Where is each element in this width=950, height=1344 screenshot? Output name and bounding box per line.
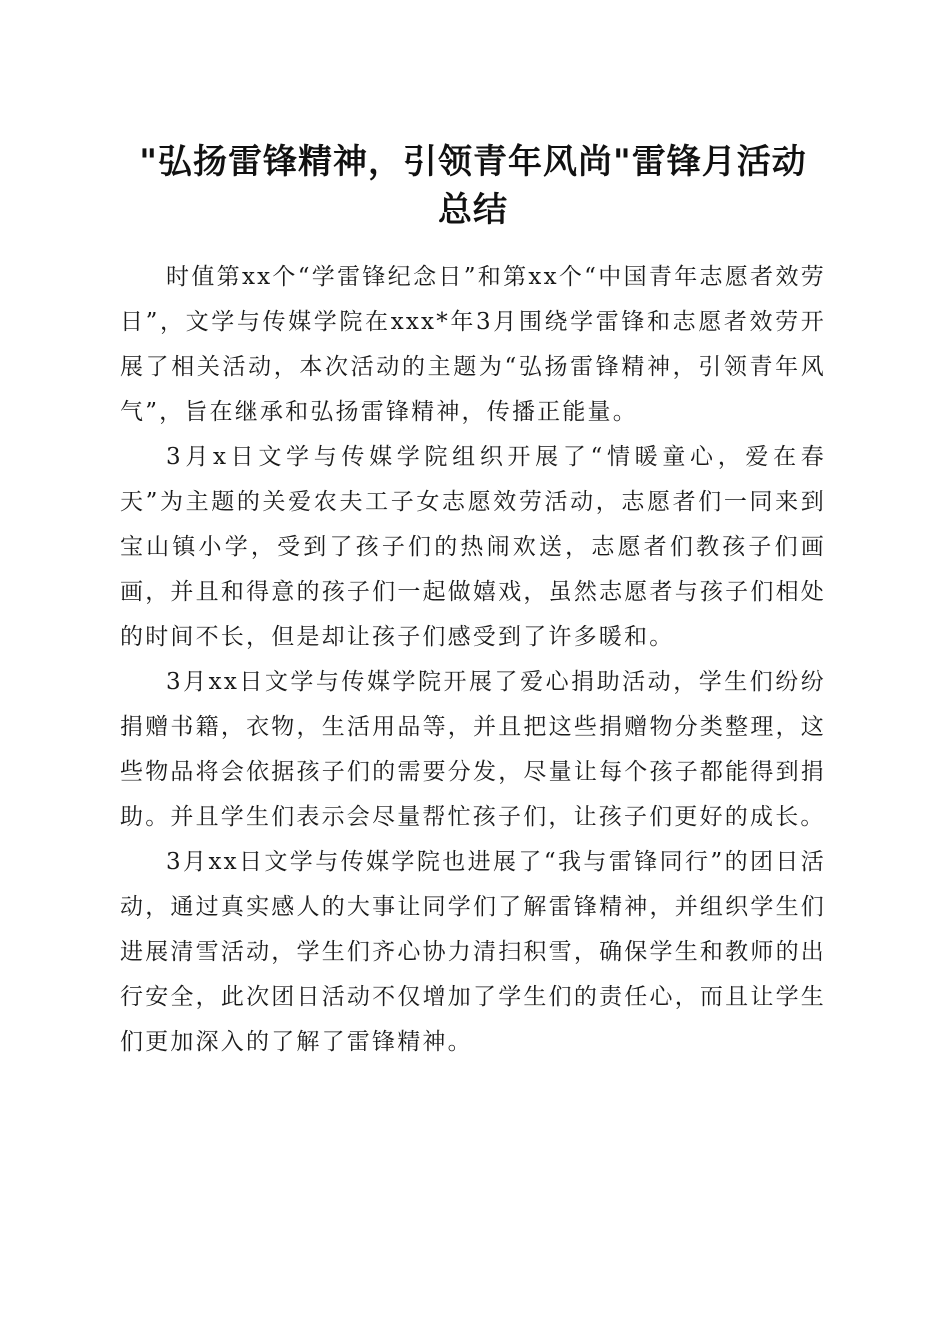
title-line-1: "弘扬雷锋精神，引领青年风尚"雷锋月活动 bbox=[139, 142, 807, 182]
title-line-2: 总结 bbox=[438, 190, 508, 230]
paragraph-2: 3月x日文学与传媒学院组织开展了“情暖童心，爱在春天”为主题的关爱农夫工子女志愿效劳活动，志愿者们一同来到宝山镇小学，受到了孩子们的热闹欢送，志愿者们教孩子们画画，并且和得意的孩子们一起做嬉戏，虽然志愿者与孩子们相处的时间不长，但是却让孩子们感受到了许多暖和。 bbox=[120, 444, 826, 650]
document-title bbox=[118, 138, 828, 234]
paragraph-1: 时值第xx个“学雷锋纪念日”和第xx个“中国青年志愿者效劳日”，文学与传媒学院在xxx*年3月围绕学雷锋和志愿者效劳开展了相关活动，本次活动的主题为“弘扬雷锋精神，引领青年风气”，旨在继承和弘扬雷锋精神，传播正能量。 bbox=[120, 264, 826, 425]
paragraph-4: 3月xx日文学与传媒学院也进展了“我与雷锋同行”的团日活动，通过真实感人的大事让同学们了解雷锋精神，并组织学生们进展清雪活动，学生们齐心协力清扫积雪，确保学生和教师的出行安全，此次团日活动不仅增加了学生们的责任心，而且让学生们更加深入的了解了雷锋精神。 bbox=[120, 849, 826, 1055]
paragraph-3: 3月xx日文学与传媒学院开展了爱心捐助活动，学生们纷纷捐赠书籍，衣物，生活用品等，并且把这些捐赠物分类整理，这些物品将会依据孩子们的需要分发，尽量让每个孩子都能得到捐助。并且学生们表示会尽量帮忙孩子们，让孩子们更好的成长。 bbox=[120, 669, 826, 830]
document-body bbox=[120, 255, 826, 1065]
